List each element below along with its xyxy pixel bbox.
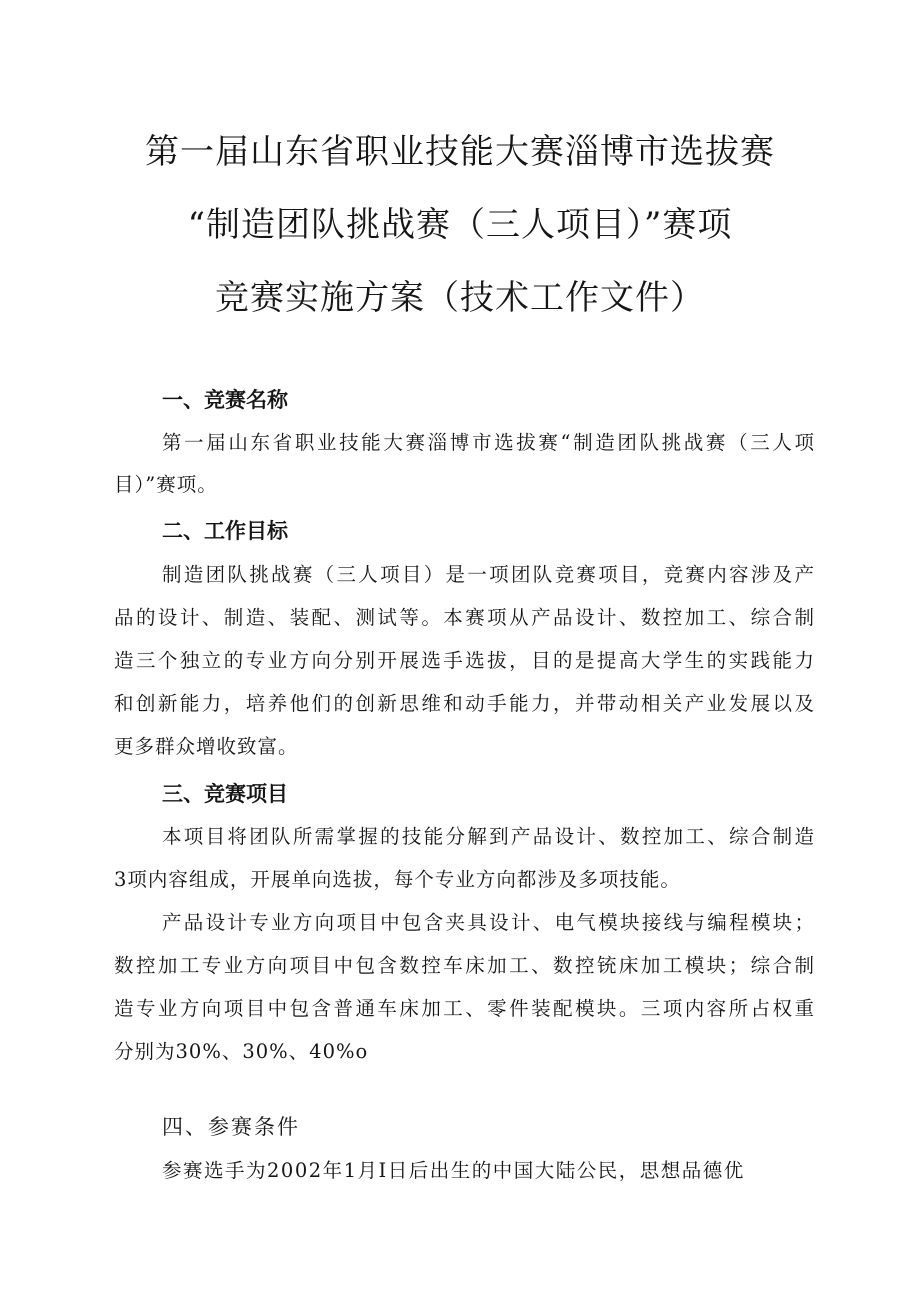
paragraph-line: 数控加工专业方向项目中包含数控车床加工、数控铳床加工模块；综合制 bbox=[114, 954, 814, 977]
section-heading-competition-name: 一、竞赛名称 bbox=[162, 388, 288, 412]
paragraph-line: 制造团队挑战赛（三人项目）是一项团队竞赛项目，竞赛内容涉及产 bbox=[162, 563, 814, 586]
document-title-line-3: 竞赛实施方案（技术工作文件） bbox=[215, 278, 705, 318]
paragraph-line: 3项内容组成，开展单向选拔，每个专业方向都涉及多项技能。 bbox=[114, 868, 681, 891]
paragraph-line: 更多群众增收致富。 bbox=[114, 735, 299, 758]
paragraph-line: 参赛选手为2002年1月I日后出生的中国大陆公民，思想品德优 bbox=[162, 1159, 745, 1182]
paragraph-line: 造三个独立的专业方向分别开展选手选拔，目的是提高大学生的实践能力 bbox=[114, 649, 814, 672]
document-title-line-1: 第一届山东省职业技能大赛淄博市选拔赛 bbox=[145, 132, 775, 172]
paragraph-line: 目）”赛项。 bbox=[114, 473, 218, 496]
paragraph-line: 产品设计专业方向项目中包含夹具设计、电气模块接线与编程模块； bbox=[162, 911, 814, 934]
paragraph-line: 造专业方向项目中包含普通车床加工、零件装配模块。三项内容所占权重 bbox=[114, 997, 814, 1020]
paragraph-line: 本项目将团队所需掌握的技能分解到产品设计、数控加工、综合制造 bbox=[162, 825, 814, 848]
paragraph-line: 品的设计、制造、装配、测试等。本赛项从产品设计、数控加工、综合制 bbox=[114, 606, 814, 629]
document-title-line-2: “制造团队挑战赛（三人项目）”赛项 bbox=[187, 205, 733, 245]
section-heading-work-goal: 二、工作目标 bbox=[162, 519, 288, 543]
paragraph-line: 分别为30%、30%、40%o bbox=[114, 1040, 369, 1063]
paragraph-line: 和创新能力，培养他们的创新思维和动手能力，并带动相关产业发展以及 bbox=[114, 692, 814, 715]
paragraph-line: 第一届山东省职业技能大赛淄博市选拔赛“制造团队挑战赛（三人项 bbox=[162, 431, 814, 454]
section-heading-eligibility: 四、参赛条件 bbox=[162, 1115, 300, 1139]
section-heading-competition-items: 三、竞赛项目 bbox=[162, 782, 288, 806]
